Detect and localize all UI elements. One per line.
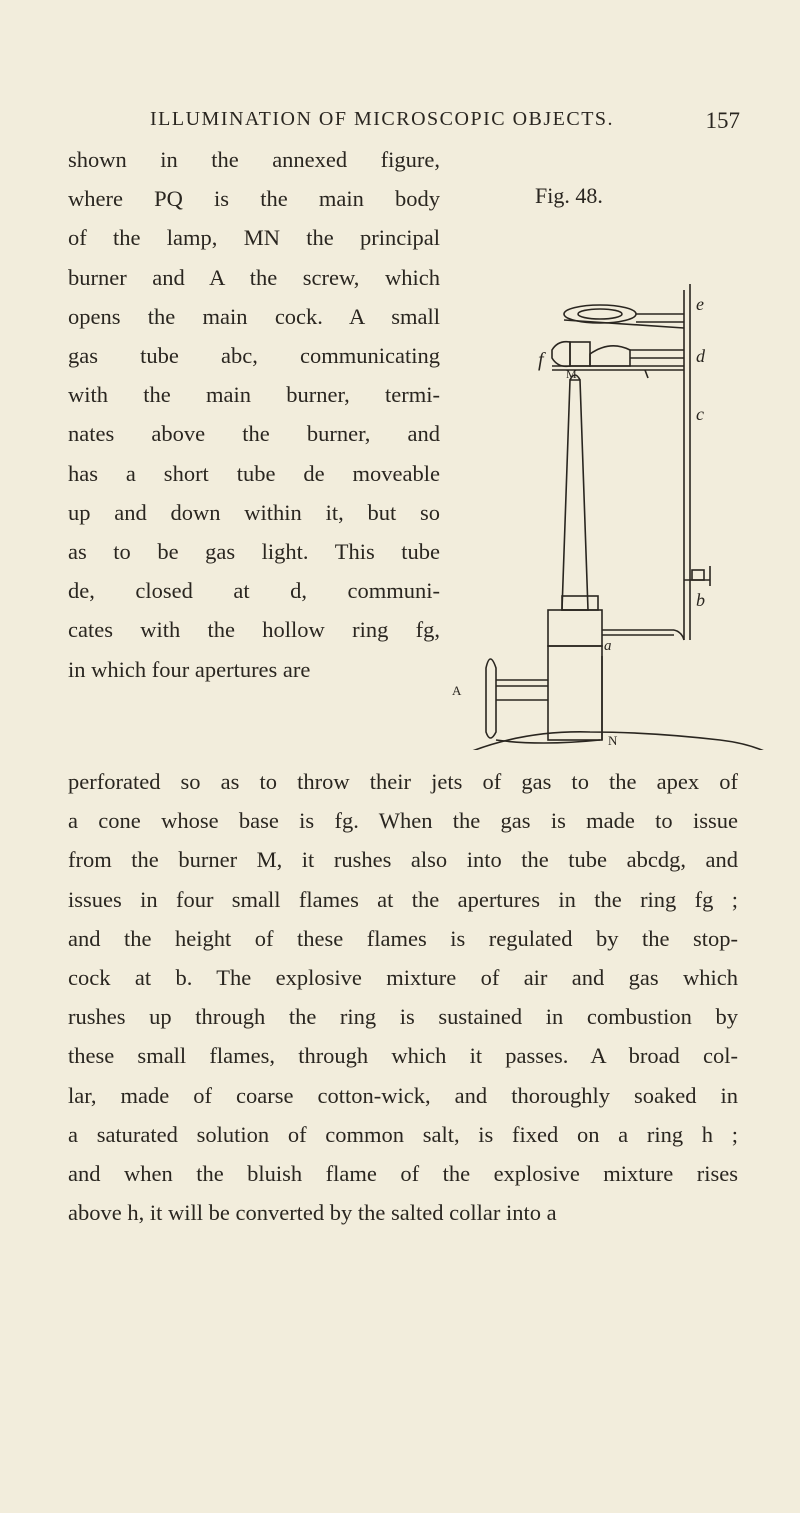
- text-line: gas tube abc, communicating: [68, 343, 440, 369]
- label-c: c: [696, 404, 704, 424]
- text-line: burner and A the screw, which: [68, 264, 440, 290]
- figure-caption: Fig. 48.: [535, 183, 603, 208]
- text-line: cock at b. The explosive mixture of air and gas which: [68, 965, 738, 991]
- text-line: and when the bluish flame of the explosive mixture rises: [68, 1161, 738, 1187]
- page-number: 157: [705, 108, 740, 133]
- main-paragraph: [68, 762, 738, 1232]
- label-a-screw: A: [452, 683, 462, 698]
- label-n: N: [608, 733, 618, 748]
- text-line: has a short tube de moveable: [68, 460, 440, 486]
- text-line: a saturated solution of common salt, is fixed on a ring h ;: [68, 1121, 738, 1147]
- text-line: with the main burner, termi-: [68, 382, 440, 408]
- text-line: above h, it will be converted by the salted collar into a: [68, 1200, 557, 1226]
- lamp-figure: [440, 270, 800, 750]
- text-line: from the burner M, it rushes also into the tube abcdg, and: [68, 847, 738, 873]
- text-line: rushes up through the ring is sustained in combustion by: [68, 1004, 738, 1030]
- text-line: these small flames, through which it passes. A broad col-: [68, 1043, 738, 1069]
- text-line: perforated so as to throw their jets of gas to the apex of: [68, 769, 738, 794]
- label-e: e: [696, 294, 704, 314]
- text-line: up and down within it, but so: [68, 499, 440, 525]
- label-a: a: [604, 638, 612, 654]
- text-line: and the height of these flames is regulated by the stop-: [68, 925, 738, 951]
- text-line: de, closed at d, communi-: [68, 578, 440, 604]
- text-line: where PQ is the main body: [68, 186, 440, 212]
- text-line: shown in the annexed figure,: [68, 147, 440, 172]
- text-line: a cone whose base is fg. When the gas is made to issue: [68, 808, 738, 834]
- label-f: f: [538, 349, 544, 371]
- intro-paragraph: [68, 140, 440, 689]
- text-line: opens the main cock. A small: [68, 303, 440, 329]
- label-b: b: [696, 590, 705, 610]
- text-line: nates above the burner, and: [68, 421, 440, 447]
- running-title: ILLUMINATION OF MICROSCOPIC OBJECTS.: [150, 108, 615, 130]
- text-line: as to be gas light. This tube: [68, 539, 440, 565]
- text-line: lar, made of coarse cotton-wick, and thoroughly soaked in: [68, 1082, 738, 1108]
- text-line: issues in four small flames at the apertures in the ring fg ;: [68, 886, 738, 912]
- label-d: d: [696, 346, 705, 366]
- label-m: M: [566, 367, 577, 381]
- text-line: cates with the hollow ring fg,: [68, 617, 440, 643]
- text-line: of the lamp, MN the principal: [68, 225, 440, 251]
- text-line: in which four apertures are: [68, 656, 311, 682]
